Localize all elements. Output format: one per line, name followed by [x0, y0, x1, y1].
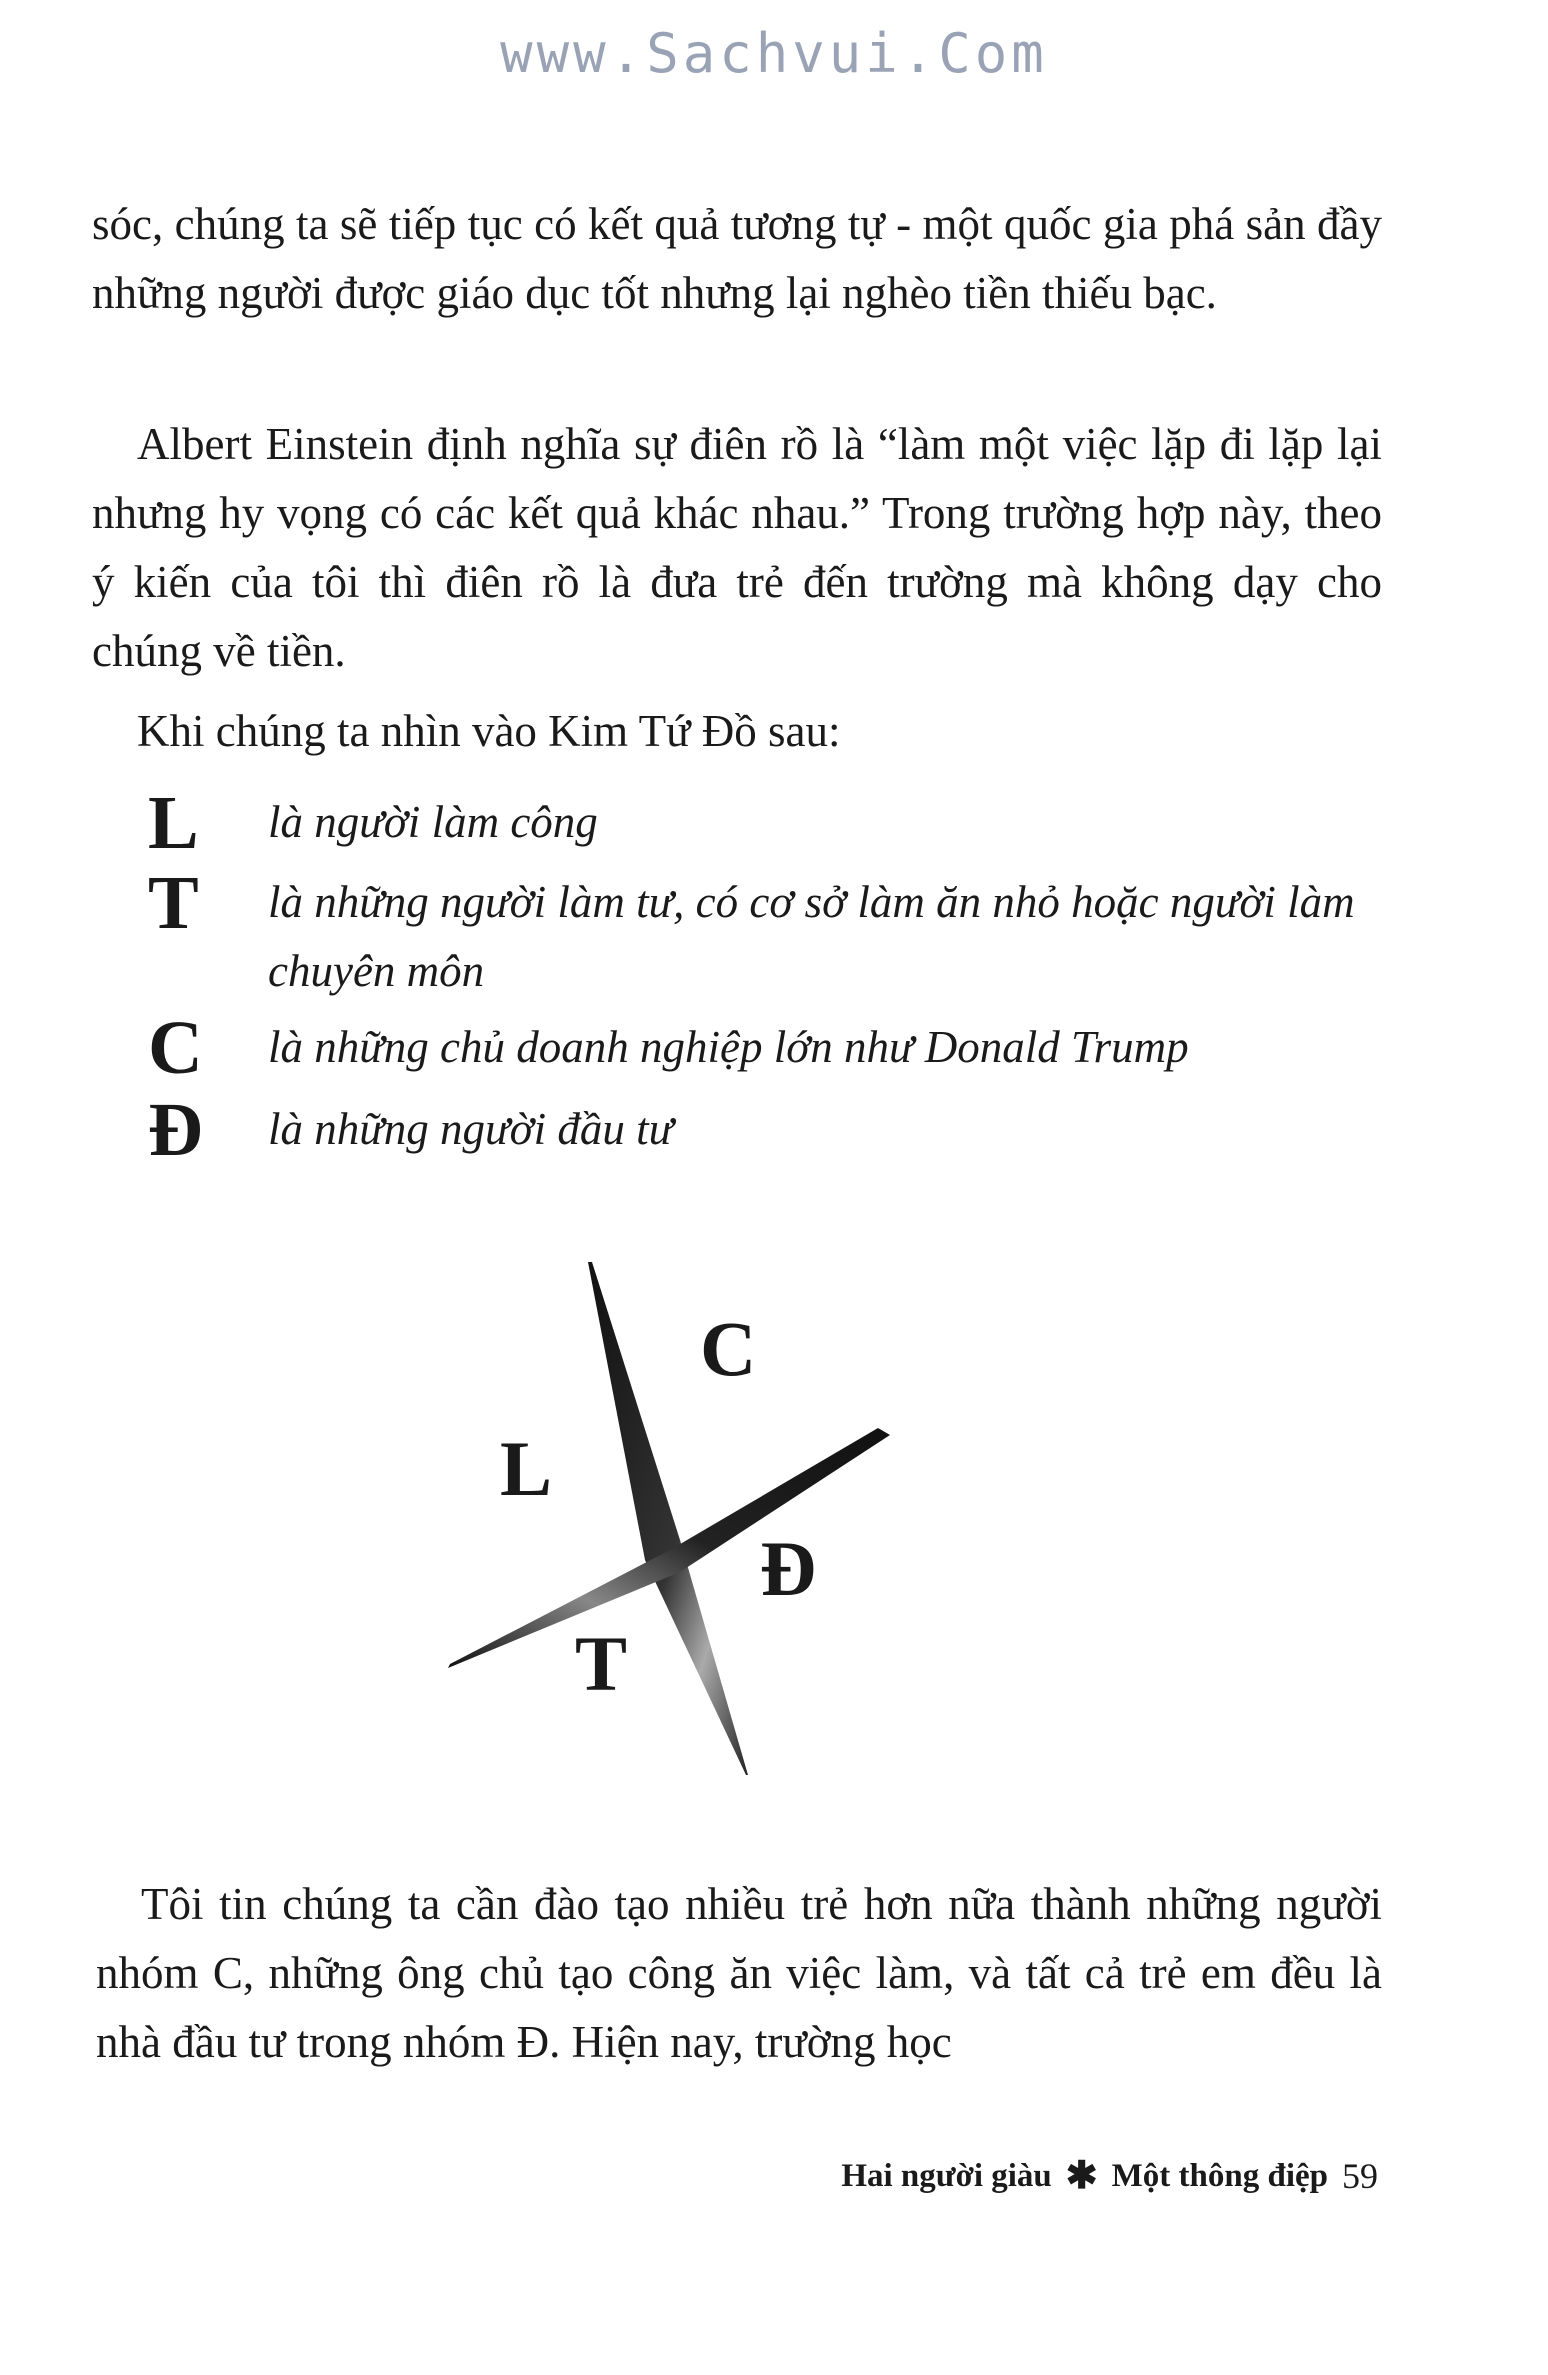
footer-title-left: Hai người giàu [841, 2157, 1052, 2194]
definition-d [148, 1088, 1388, 1172]
definition-t [148, 861, 1388, 1010]
asterisk-icon: ✱ [1065, 2155, 1098, 2197]
quadrant-label-c: C [700, 1305, 757, 1392]
definition-letter: L [148, 781, 199, 865]
paragraph-4: Tôi tin chúng ta cần đào tạo nhiều trẻ hơn nữa thành những người nhóm C, những ông chủ tạo công ăn việc làm, và tất cả trẻ em đều là nhà đầu tư trong nhóm Đ. Hiện nay, trường học [96, 1879, 1382, 2067]
quadrant-label-l: L [500, 1425, 553, 1512]
definition-text: là những người đầu tư [268, 1104, 674, 1154]
cashflow-quadrant-definitions [148, 781, 1388, 1172]
quadrant-label-d: Đ [760, 1525, 817, 1612]
definition-text: là những người làm tư, có cơ sở làm ăn nhỏ hoặc người làm chuyên môn [268, 877, 1355, 996]
quadrant-svg [430, 1250, 930, 1810]
watermark: www.Sachvui.Com [500, 22, 1048, 85]
paragraph-3: Khi chúng ta nhìn vào Kim Tứ Đồ sau: [137, 706, 841, 756]
definition-text: là những chủ doanh nghiệp lớn như Donald Trump [268, 1022, 1189, 1072]
paragraph-2: Albert Einstein định nghĩa sự điên rồ là “làm một việc lặp đi lặp lại nhưng hy vọng có các kết quả khác nhau.” Trong trường hợp này, theo ý kiến của tôi thì điên rồ là đưa trẻ đến trường mà không dạy cho chúng về tiền. [92, 419, 1382, 676]
footer-title-right: Một thông điệp [1111, 2157, 1328, 2194]
definition-text: là người làm công [268, 797, 598, 847]
paragraph-1: sóc, chúng ta sẽ tiếp tục có kết quả tương tự - một quốc gia phá sản đầy những người được giáo dục tốt nhưng lại nghèo tiền thiếu bạc. [92, 199, 1382, 318]
cashflow-quadrant-diagram [430, 1250, 930, 1810]
definition-letter: C [148, 1006, 203, 1090]
definition-letter: T [148, 861, 199, 945]
definition-c [148, 1006, 1388, 1092]
page-footer [841, 2155, 1378, 2197]
page-number: 59 [1342, 2156, 1378, 2196]
quadrant-label-t: T [575, 1620, 628, 1707]
definition-l [148, 781, 1388, 865]
definition-letter: Đ [148, 1088, 203, 1172]
